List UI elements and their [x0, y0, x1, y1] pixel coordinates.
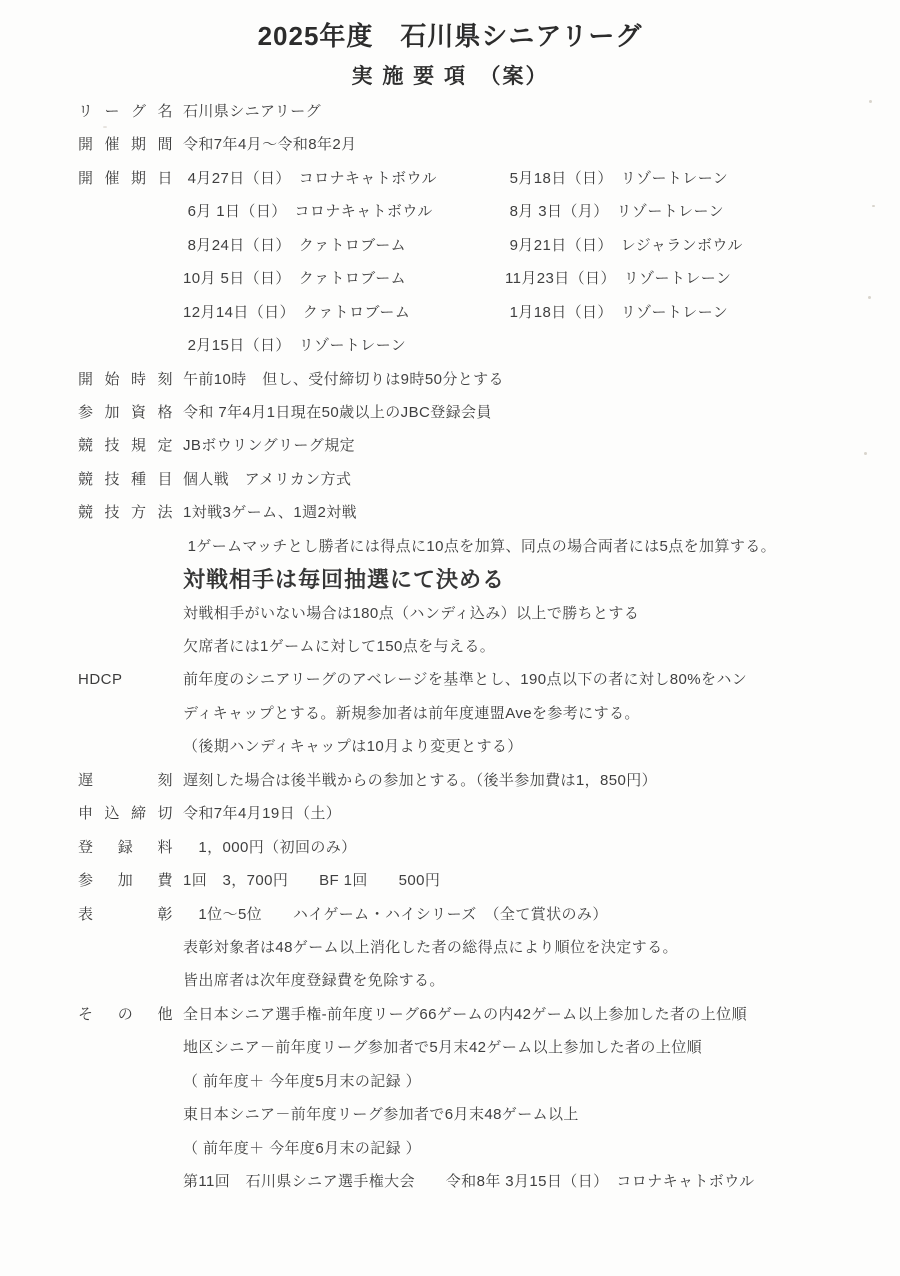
row-method-note-2	[78, 597, 870, 630]
row-entry-fee	[78, 864, 870, 897]
other-note: 第11回 石川県シニア選手権大会 令和8年 3月15日（日） コロナキャトボウル	[183, 1173, 755, 1190]
field-label-registration-fee: 登録料	[78, 838, 173, 856]
scan-speck	[872, 205, 875, 207]
other-note: （ 前年度＋ 今年度5月末の記録 ）	[183, 1072, 422, 1090]
field-label-start-time: 開始時刻	[78, 370, 173, 388]
field-label-awards: 表彰	[78, 905, 173, 923]
schedule-date-right: 5月18日（日） リゾートレーン	[505, 169, 729, 187]
row-other-6	[78, 1165, 870, 1198]
row-period	[78, 128, 870, 161]
row-hdcp	[78, 663, 870, 696]
field-label-lateness: 遅刻	[78, 771, 173, 789]
row-other-4	[78, 1098, 870, 1131]
field-value-eligibility: 令和 7年4月1日現在50歳以上のJBC登録会員	[183, 403, 492, 421]
field-value-method: 1対戦3ゲーム、1週2対戦	[183, 504, 358, 522]
row-schedule-1	[78, 162, 870, 195]
method-note: 1ゲームマッチとし勝者には得点に10点を加算、同点の場合両者には5点を加算する。	[183, 537, 777, 555]
method-note: 欠席者には1ゲームに対して150点を与える。	[183, 638, 496, 655]
field-label-schedule: 開催期日	[78, 169, 173, 187]
field-value-start-time: 午前10時 但し、受付締切りは9時50分とする	[183, 370, 504, 388]
scan-speck	[868, 296, 871, 299]
row-lateness	[78, 764, 870, 797]
schedule-date-left: 8月24日（日） クァトロブーム	[183, 236, 407, 254]
field-label-entry-fee: 参加費	[78, 872, 173, 890]
document-body	[0, 95, 900, 1198]
field-value-league-name: 石川県シニアリーグ	[183, 103, 322, 120]
field-label-deadline: 申込締切	[78, 805, 173, 823]
row-other-3	[78, 1065, 870, 1098]
field-value-other: 全日本シニア選手権-前年度リーグ66ゲームの内42ゲーム以上参加した者の上位順	[183, 1005, 747, 1023]
field-value-event-type: 個人戦 アメリカン方式	[183, 470, 352, 488]
field-label-rules: 競技規定	[78, 437, 173, 455]
other-note: 東日本シニア－前年度リーグ参加者で6月末48ゲーム以上	[183, 1106, 579, 1124]
row-method-note-1	[78, 530, 870, 563]
scan-speck	[103, 126, 107, 128]
row-other-5	[78, 1132, 870, 1165]
schedule-date-left: 2月15日（日） リゾートレーン	[183, 337, 407, 355]
awards-note: 皆出席者は次年度登録費を免除する。	[183, 972, 445, 990]
row-method	[78, 496, 870, 529]
row-schedule-5	[78, 296, 870, 329]
schedule-date-right: 11月23日（日） リゾートレーン	[505, 270, 732, 288]
scan-speck	[864, 452, 867, 455]
schedule-date-right: 8月 3日（月） リゾートレーン	[505, 203, 725, 221]
document-title: 2025年度 石川県シニアリーグ	[257, 21, 643, 51]
field-label-league-name: リーグ名	[78, 103, 173, 120]
field-value-rules: JBボウリングリーグ規定	[183, 437, 356, 455]
hdcp-note: ディキャップとする。新規参加者は前年度連盟Aveを参考にする。	[183, 704, 640, 722]
method-highlight-text: 対戦相手は毎回抽選にて決める	[183, 567, 506, 593]
field-label-eligibility: 参加資格	[78, 403, 173, 421]
awards-note: 表彰対象者は48ゲーム以上消化した者の総得点により順位を決定する。	[183, 938, 678, 956]
row-hdcp-2	[78, 697, 870, 730]
field-value-lateness: 遅刻した場合は後半戦からの参加とする。（後半参加費は1，850円）	[183, 771, 658, 789]
row-event-type	[78, 463, 870, 496]
field-value-hdcp: 前年度のシニアリーグのアベレージを基準とし、190点以下の者に対し80%をハン	[183, 671, 748, 689]
row-deadline	[78, 797, 870, 830]
row-method-highlight	[78, 563, 870, 596]
other-note: （ 前年度＋ 今年度6月末の記録 ）	[183, 1139, 422, 1157]
field-value-deadline: 令和7年4月19日（土）	[183, 805, 342, 823]
schedule-date-left: 6月 1日（日） コロナキャトボウル	[183, 203, 433, 221]
row-eligibility	[78, 396, 870, 429]
row-start-time	[78, 363, 870, 396]
schedule-date-right: 1月18日（日） リゾートレーン	[505, 303, 729, 321]
row-schedule-2	[78, 195, 870, 228]
row-other-2	[78, 1031, 870, 1064]
row-awards-2	[78, 931, 870, 964]
schedule-date-left: 12月14日（日） クァトロブーム	[183, 303, 411, 321]
row-method-note-3	[78, 630, 870, 663]
row-schedule-4	[78, 262, 870, 295]
field-label-period: 開催期間	[78, 136, 173, 154]
row-hdcp-3	[78, 730, 870, 763]
schedule-date-right: 9月21日（日） レジャランボウル	[505, 236, 743, 254]
field-value-registration-fee: 1，000円（初回のみ）	[183, 838, 357, 856]
hdcp-note: （後期ハンディキャップは10月より変更とする）	[183, 738, 523, 756]
row-schedule-6	[78, 329, 870, 362]
field-label-hdcp: HDCP	[78, 671, 123, 689]
method-note: 対戦相手がいない場合は180点（ハンディ込み）以上で勝ちとする	[183, 604, 640, 622]
field-label-method: 競技方法	[78, 504, 173, 522]
row-rules	[78, 429, 870, 462]
other-note: 地区シニア－前年度リーグ参加者で5月末42ゲーム以上参加した者の上位順	[183, 1039, 703, 1057]
scan-speck	[869, 100, 872, 103]
schedule-date-left: 4月27日（日） コロナキャトボウル	[183, 169, 437, 187]
row-other	[78, 998, 870, 1031]
field-label-other: その他	[78, 1005, 173, 1023]
row-awards-3	[78, 964, 870, 997]
row-schedule-3	[78, 229, 870, 262]
document-subtitle: 実 施 要 項 （案）	[351, 65, 549, 88]
field-label-event-type: 競技種目	[78, 470, 173, 488]
field-value-entry-fee: 1回 3，700円 BF 1回 500円	[183, 872, 441, 890]
field-value-period: 令和7年4月～令和8年2月	[183, 136, 357, 154]
row-league-name	[78, 95, 870, 128]
row-registration-fee	[78, 831, 870, 864]
field-value-awards: 1位～5位 ハイゲーム・ハイシリーズ （全て賞状のみ）	[183, 905, 608, 923]
schedule-date-left: 10月 5日（日） クァトロブーム	[183, 270, 407, 288]
row-awards	[78, 898, 870, 931]
